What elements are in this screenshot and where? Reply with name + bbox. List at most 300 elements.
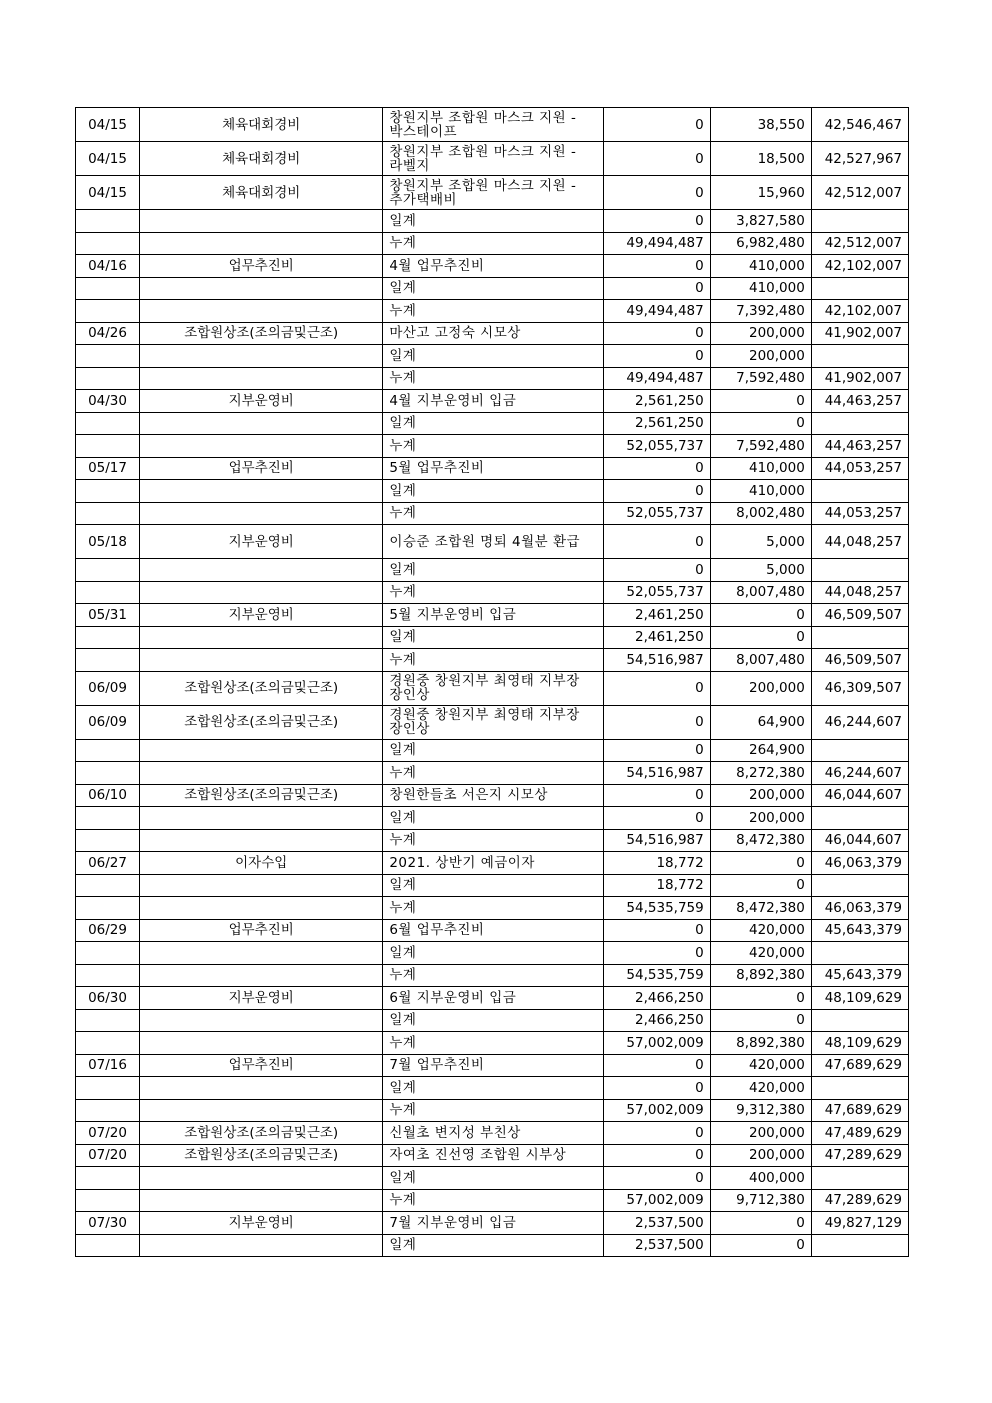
account-cell — [140, 1167, 383, 1190]
table-row — [76, 581, 909, 604]
expense-cell: 400,000 — [710, 1167, 811, 1190]
date-cell — [76, 1189, 140, 1212]
table-row — [76, 705, 909, 739]
balance-cell: 46,309,507 — [811, 671, 908, 705]
table-row — [76, 852, 909, 875]
income-cell: 2,537,500 — [603, 1234, 710, 1257]
account-cell — [140, 762, 383, 785]
balance-cell: 47,289,629 — [811, 1144, 908, 1167]
balance-cell: 42,546,467 — [811, 108, 908, 142]
date-cell — [76, 412, 140, 435]
account-cell — [140, 1009, 383, 1032]
table-row — [76, 1122, 909, 1145]
account-cell: 지부운영비 — [140, 1212, 383, 1235]
account-cell — [140, 1234, 383, 1257]
account-cell — [140, 807, 383, 830]
balance-cell — [811, 559, 908, 582]
income-cell: 0 — [603, 705, 710, 739]
table-row — [76, 874, 909, 897]
table-row — [76, 1077, 909, 1100]
balance-cell: 48,109,629 — [811, 1032, 908, 1055]
description-cell: 경원중 창원지부 최영태 지부장 장인상 — [383, 705, 603, 739]
date-cell — [76, 897, 140, 920]
date-cell — [76, 300, 140, 323]
income-cell: 52,055,737 — [603, 581, 710, 604]
description-cell: 누계 — [383, 367, 603, 390]
income-cell: 0 — [603, 807, 710, 830]
date-cell — [76, 1009, 140, 1032]
expense-cell: 0 — [710, 604, 811, 627]
account-cell — [140, 626, 383, 649]
expense-cell: 420,000 — [710, 1054, 811, 1077]
table-row — [76, 942, 909, 965]
balance-cell — [811, 626, 908, 649]
balance-cell: 42,102,007 — [811, 300, 908, 323]
account-cell: 체육대회경비 — [140, 108, 383, 142]
date-cell: 06/29 — [76, 919, 140, 942]
expense-cell: 0 — [710, 852, 811, 875]
expense-cell: 410,000 — [710, 277, 811, 300]
income-cell: 2,461,250 — [603, 604, 710, 627]
expense-cell: 5,000 — [710, 525, 811, 559]
description-cell: 창원지부 조합원 마스크 지원 - 라벨지 — [383, 142, 603, 176]
income-cell: 0 — [603, 559, 710, 582]
table-row — [76, 1167, 909, 1190]
balance-cell: 46,063,379 — [811, 852, 908, 875]
income-cell: 0 — [603, 525, 710, 559]
date-cell: 06/09 — [76, 671, 140, 705]
income-cell: 0 — [603, 1122, 710, 1145]
balance-cell: 46,044,607 — [811, 784, 908, 807]
date-cell — [76, 277, 140, 300]
table-row — [76, 1144, 909, 1167]
table-row — [76, 525, 909, 559]
account-cell — [140, 232, 383, 255]
account-cell — [140, 581, 383, 604]
expense-cell: 0 — [710, 412, 811, 435]
date-cell: 07/30 — [76, 1212, 140, 1235]
description-cell: 6월 업무추진비 — [383, 919, 603, 942]
description-cell: 누계 — [383, 1099, 603, 1122]
balance-cell: 46,244,607 — [811, 762, 908, 785]
table-row — [76, 390, 909, 413]
description-cell: 일계 — [383, 277, 603, 300]
table-row — [76, 604, 909, 627]
description-cell: 일계 — [383, 739, 603, 762]
income-cell: 18,772 — [603, 874, 710, 897]
balance-cell — [811, 807, 908, 830]
account-cell: 이자수입 — [140, 852, 383, 875]
expense-cell: 200,000 — [710, 671, 811, 705]
balance-cell: 47,289,629 — [811, 1189, 908, 1212]
table-row — [76, 108, 909, 142]
date-cell — [76, 807, 140, 830]
date-cell — [76, 964, 140, 987]
expense-cell: 200,000 — [710, 784, 811, 807]
account-cell — [140, 1099, 383, 1122]
income-cell: 0 — [603, 322, 710, 345]
expense-cell: 200,000 — [710, 322, 811, 345]
income-cell: 2,466,250 — [603, 1009, 710, 1032]
table-row — [76, 762, 909, 785]
income-cell: 0 — [603, 457, 710, 480]
date-cell: 04/16 — [76, 255, 140, 278]
expense-cell: 0 — [710, 1009, 811, 1032]
income-cell: 54,516,987 — [603, 762, 710, 785]
income-cell: 0 — [603, 277, 710, 300]
date-cell: 06/30 — [76, 987, 140, 1010]
date-cell — [76, 1077, 140, 1100]
description-cell: 일계 — [383, 412, 603, 435]
date-cell — [76, 559, 140, 582]
date-cell — [76, 1032, 140, 1055]
account-cell — [140, 829, 383, 852]
ledger-body — [76, 108, 909, 1257]
income-cell: 0 — [603, 671, 710, 705]
balance-cell: 44,463,257 — [811, 390, 908, 413]
description-cell: 일계 — [383, 942, 603, 965]
description-cell: 2021. 상반기 예금이자 — [383, 852, 603, 875]
table-row — [76, 412, 909, 435]
expense-cell: 0 — [710, 1212, 811, 1235]
table-row — [76, 232, 909, 255]
income-cell: 54,516,987 — [603, 829, 710, 852]
table-row — [76, 1189, 909, 1212]
balance-cell: 46,509,507 — [811, 604, 908, 627]
income-cell: 0 — [603, 1054, 710, 1077]
description-cell: 일계 — [383, 1077, 603, 1100]
description-cell: 누계 — [383, 829, 603, 852]
date-cell: 04/15 — [76, 142, 140, 176]
account-cell — [140, 874, 383, 897]
table-row — [76, 255, 909, 278]
table-row — [76, 322, 909, 345]
account-cell — [140, 649, 383, 672]
account-cell — [140, 502, 383, 525]
table-row — [76, 739, 909, 762]
date-cell — [76, 367, 140, 390]
income-cell: 18,772 — [603, 852, 710, 875]
account-cell: 업무추진비 — [140, 919, 383, 942]
account-cell — [140, 277, 383, 300]
description-cell: 창원지부 조합원 마스크 지원 - 박스테이프 — [383, 108, 603, 142]
date-cell — [76, 874, 140, 897]
income-cell: 49,494,487 — [603, 232, 710, 255]
account-cell: 지부운영비 — [140, 390, 383, 413]
account-cell: 체육대회경비 — [140, 176, 383, 210]
description-cell: 마산고 고정숙 시모상 — [383, 322, 603, 345]
account-cell — [140, 480, 383, 503]
date-cell — [76, 232, 140, 255]
table-row — [76, 807, 909, 830]
balance-cell: 46,244,607 — [811, 705, 908, 739]
expense-cell: 8,472,380 — [710, 897, 811, 920]
description-cell: 누계 — [383, 502, 603, 525]
table-row — [76, 626, 909, 649]
balance-cell: 44,048,257 — [811, 525, 908, 559]
expense-cell: 8,007,480 — [710, 649, 811, 672]
description-cell: 7월 지부운영비 입금 — [383, 1212, 603, 1235]
date-cell — [76, 210, 140, 233]
table-row — [76, 1032, 909, 1055]
table-row — [76, 1212, 909, 1235]
description-cell: 4월 지부운영비 입금 — [383, 390, 603, 413]
date-cell: 07/20 — [76, 1144, 140, 1167]
expense-cell: 410,000 — [710, 480, 811, 503]
balance-cell: 46,044,607 — [811, 829, 908, 852]
account-cell — [140, 559, 383, 582]
balance-cell: 42,512,007 — [811, 232, 908, 255]
income-cell: 0 — [603, 108, 710, 142]
date-cell: 05/18 — [76, 525, 140, 559]
date-cell — [76, 502, 140, 525]
date-cell — [76, 480, 140, 503]
description-cell: 일계 — [383, 210, 603, 233]
expense-cell: 200,000 — [710, 807, 811, 830]
description-cell: 누계 — [383, 1189, 603, 1212]
date-cell — [76, 649, 140, 672]
expense-cell: 0 — [710, 987, 811, 1010]
expense-cell: 0 — [710, 1234, 811, 1257]
description-cell: 신월초 변지성 부친상 — [383, 1122, 603, 1145]
balance-cell — [811, 210, 908, 233]
table-row — [76, 919, 909, 942]
table-row — [76, 142, 909, 176]
date-cell: 05/31 — [76, 604, 140, 627]
account-cell: 조합원상조(조의금및근조) — [140, 1144, 383, 1167]
balance-cell: 44,053,257 — [811, 457, 908, 480]
account-cell: 지부운영비 — [140, 987, 383, 1010]
expense-cell: 9,712,380 — [710, 1189, 811, 1212]
description-cell: 일계 — [383, 1167, 603, 1190]
expense-cell: 0 — [710, 626, 811, 649]
balance-cell: 47,689,629 — [811, 1054, 908, 1077]
description-cell: 5월 지부운영비 입금 — [383, 604, 603, 627]
table-row — [76, 480, 909, 503]
table-row — [76, 559, 909, 582]
balance-cell — [811, 480, 908, 503]
table-row — [76, 210, 909, 233]
balance-cell: 42,102,007 — [811, 255, 908, 278]
table-row — [76, 457, 909, 480]
date-cell: 07/16 — [76, 1054, 140, 1077]
account-cell: 조합원상조(조의금및근조) — [140, 322, 383, 345]
expense-cell: 8,007,480 — [710, 581, 811, 604]
income-cell: 0 — [603, 942, 710, 965]
expense-cell: 64,900 — [710, 705, 811, 739]
expense-cell: 6,982,480 — [710, 232, 811, 255]
date-cell — [76, 942, 140, 965]
income-cell: 0 — [603, 1144, 710, 1167]
expense-cell: 264,900 — [710, 739, 811, 762]
date-cell — [76, 739, 140, 762]
table-row — [76, 671, 909, 705]
table-row — [76, 502, 909, 525]
description-cell: 창원지부 조합원 마스크 지원 - 추가택배비 — [383, 176, 603, 210]
description-cell: 5월 업무추진비 — [383, 457, 603, 480]
balance-cell: 44,048,257 — [811, 581, 908, 604]
description-cell: 이승준 조합원 명퇴 4월분 환급 — [383, 525, 603, 559]
balance-cell — [811, 1167, 908, 1190]
ledger-table — [75, 107, 909, 1257]
date-cell: 04/15 — [76, 176, 140, 210]
table-row — [76, 345, 909, 368]
income-cell: 52,055,737 — [603, 435, 710, 458]
account-cell — [140, 210, 383, 233]
income-cell: 2,461,250 — [603, 626, 710, 649]
expense-cell: 200,000 — [710, 345, 811, 368]
income-cell: 54,535,759 — [603, 897, 710, 920]
balance-cell: 42,512,007 — [811, 176, 908, 210]
date-cell — [76, 1167, 140, 1190]
income-cell: 0 — [603, 142, 710, 176]
date-cell: 06/10 — [76, 784, 140, 807]
date-cell: 04/30 — [76, 390, 140, 413]
income-cell: 0 — [603, 919, 710, 942]
balance-cell: 45,643,379 — [811, 919, 908, 942]
balance-cell: 41,902,007 — [811, 367, 908, 390]
account-cell — [140, 739, 383, 762]
table-row — [76, 649, 909, 672]
date-cell — [76, 1099, 140, 1122]
income-cell: 0 — [603, 255, 710, 278]
income-cell: 2,537,500 — [603, 1212, 710, 1235]
expense-cell: 15,960 — [710, 176, 811, 210]
date-cell: 04/15 — [76, 108, 140, 142]
table-row — [76, 1099, 909, 1122]
description-cell: 6월 지부운영비 입금 — [383, 987, 603, 1010]
account-cell — [140, 964, 383, 987]
description-cell: 일계 — [383, 807, 603, 830]
account-cell: 업무추진비 — [140, 1054, 383, 1077]
balance-cell: 45,643,379 — [811, 964, 908, 987]
balance-cell — [811, 277, 908, 300]
expense-cell: 7,592,480 — [710, 435, 811, 458]
income-cell: 57,002,009 — [603, 1189, 710, 1212]
account-cell: 지부운영비 — [140, 604, 383, 627]
account-cell: 업무추진비 — [140, 457, 383, 480]
expense-cell: 420,000 — [710, 1077, 811, 1100]
income-cell: 52,055,737 — [603, 502, 710, 525]
expense-cell: 8,272,380 — [710, 762, 811, 785]
table-row — [76, 987, 909, 1010]
description-cell: 누계 — [383, 581, 603, 604]
account-cell: 조합원상조(조의금및근조) — [140, 1122, 383, 1145]
account-cell: 조합원상조(조의금및근조) — [140, 705, 383, 739]
expense-cell: 38,550 — [710, 108, 811, 142]
balance-cell — [811, 942, 908, 965]
expense-cell: 0 — [710, 390, 811, 413]
table-row — [76, 784, 909, 807]
date-cell — [76, 435, 140, 458]
date-cell: 07/20 — [76, 1122, 140, 1145]
expense-cell: 200,000 — [710, 1144, 811, 1167]
balance-cell: 49,827,129 — [811, 1212, 908, 1235]
table-row — [76, 176, 909, 210]
balance-cell — [811, 1234, 908, 1257]
balance-cell — [811, 1009, 908, 1032]
description-cell: 일계 — [383, 626, 603, 649]
balance-cell — [811, 874, 908, 897]
balance-cell: 46,063,379 — [811, 897, 908, 920]
income-cell: 54,535,759 — [603, 964, 710, 987]
date-cell: 06/27 — [76, 852, 140, 875]
balance-cell — [811, 345, 908, 368]
description-cell: 7월 업무추진비 — [383, 1054, 603, 1077]
expense-cell: 9,312,380 — [710, 1099, 811, 1122]
date-cell — [76, 1234, 140, 1257]
account-cell: 업무추진비 — [140, 255, 383, 278]
income-cell: 54,516,987 — [603, 649, 710, 672]
income-cell: 0 — [603, 176, 710, 210]
account-cell: 체육대회경비 — [140, 142, 383, 176]
expense-cell: 3,827,580 — [710, 210, 811, 233]
income-cell: 0 — [603, 480, 710, 503]
expense-cell: 410,000 — [710, 457, 811, 480]
account-cell — [140, 345, 383, 368]
description-cell: 일계 — [383, 1234, 603, 1257]
description-cell: 4월 업무추진비 — [383, 255, 603, 278]
description-cell: 누계 — [383, 1032, 603, 1055]
income-cell: 0 — [603, 1167, 710, 1190]
table-row — [76, 964, 909, 987]
account-cell — [140, 1189, 383, 1212]
description-cell: 누계 — [383, 232, 603, 255]
income-cell: 2,561,250 — [603, 412, 710, 435]
balance-cell: 48,109,629 — [811, 987, 908, 1010]
income-cell: 49,494,487 — [603, 300, 710, 323]
description-cell: 누계 — [383, 435, 603, 458]
income-cell: 57,002,009 — [603, 1032, 710, 1055]
income-cell: 0 — [603, 210, 710, 233]
description-cell: 경원중 창원지부 최영태 지부장 장인상 — [383, 671, 603, 705]
description-cell: 누계 — [383, 300, 603, 323]
description-cell: 누계 — [383, 649, 603, 672]
table-row — [76, 1234, 909, 1257]
income-cell: 0 — [603, 739, 710, 762]
date-cell — [76, 626, 140, 649]
income-cell: 0 — [603, 784, 710, 807]
account-cell: 지부운영비 — [140, 525, 383, 559]
expense-cell: 5,000 — [710, 559, 811, 582]
account-cell: 조합원상조(조의금및근조) — [140, 671, 383, 705]
expense-cell: 18,500 — [710, 142, 811, 176]
balance-cell: 44,463,257 — [811, 435, 908, 458]
table-row — [76, 300, 909, 323]
expense-cell: 8,892,380 — [710, 964, 811, 987]
income-cell: 0 — [603, 1077, 710, 1100]
account-cell — [140, 942, 383, 965]
income-cell: 2,466,250 — [603, 987, 710, 1010]
date-cell: 04/26 — [76, 322, 140, 345]
account-cell — [140, 435, 383, 458]
date-cell — [76, 581, 140, 604]
balance-cell — [811, 1077, 908, 1100]
description-cell: 누계 — [383, 964, 603, 987]
table-row — [76, 897, 909, 920]
expense-cell: 0 — [710, 874, 811, 897]
date-cell — [76, 762, 140, 785]
balance-cell: 47,489,629 — [811, 1122, 908, 1145]
description-cell: 누계 — [383, 897, 603, 920]
account-cell — [140, 300, 383, 323]
balance-cell — [811, 412, 908, 435]
description-cell: 일계 — [383, 874, 603, 897]
expense-cell: 420,000 — [710, 919, 811, 942]
expense-cell: 200,000 — [710, 1122, 811, 1145]
date-cell: 06/09 — [76, 705, 140, 739]
date-cell: 05/17 — [76, 457, 140, 480]
